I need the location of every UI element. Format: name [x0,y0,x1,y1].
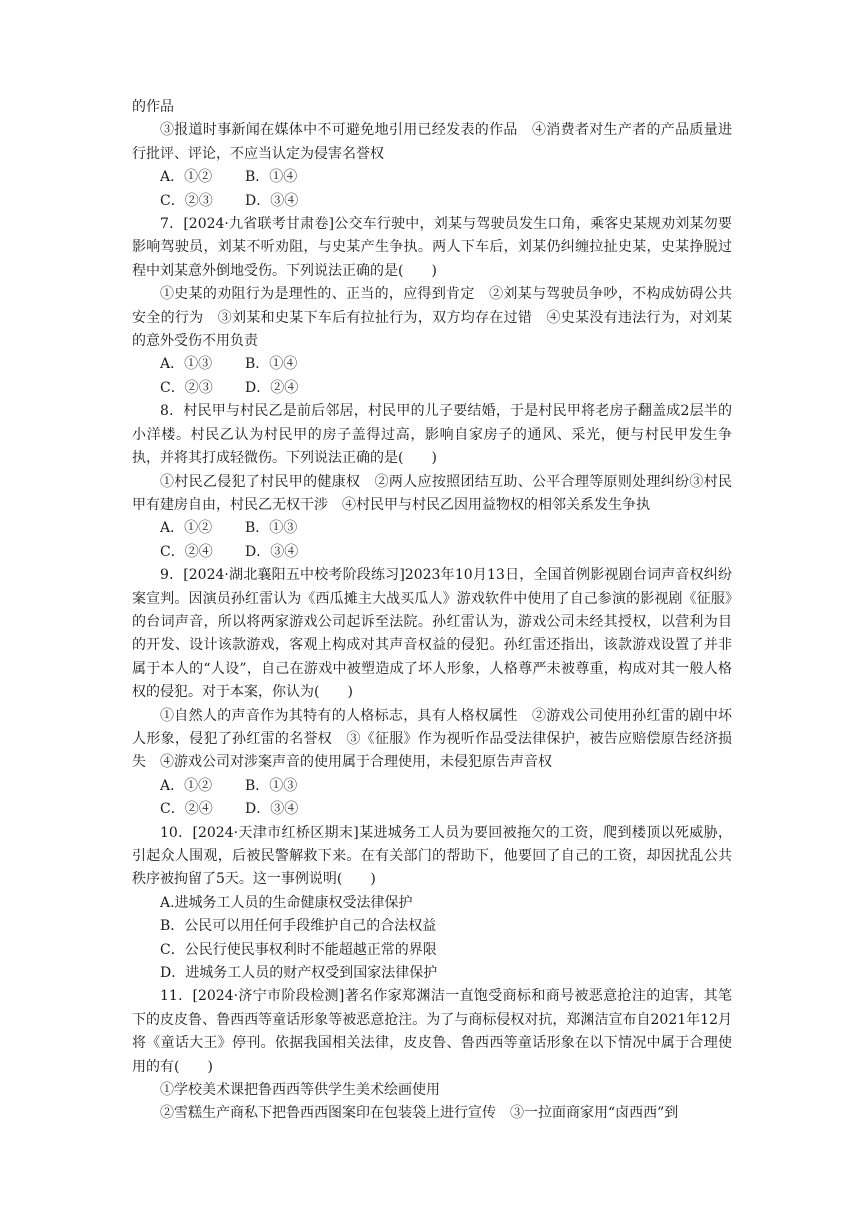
options-row [132,775,732,798]
question-11-item: ②雪糕生产商私下把鲁西西图案印在包装袋上进行宣传 ③一拉面商家用“卤西西”到 [160,1105,679,1122]
answer-d: D．进城务工人员的财产权受到国家法律保护 [160,965,438,982]
document-page [132,96,732,1126]
options-row [132,353,732,376]
option-c: C．②③ [160,379,213,396]
options-row [132,517,732,540]
question-11-item: ①学校美术课把鲁西西等供学生美术绘画使用 [160,1082,440,1099]
options-row [132,798,732,821]
option-a: A．①② [160,169,213,186]
option-b: B．①③ [245,777,298,794]
option-b: B．①③ [245,520,298,537]
answer-c: C．公民行使民事权利时不能超越正常的界限 [160,941,437,958]
option-b: B．①④ [245,356,298,373]
question-7-items: ①史某的劝阻行为是理性的、正当的，应得到肯定 ②刘某与驾驶员争吵，不构成妨碍公共安全的行为 ③刘某和史某下车后有拉扯行为，双方均存在过错 ④史某没有违法行为，对刘某的意外受伤不用负责 [132,286,732,350]
question-9-stem: 9．[2024·湖北襄阳五中校考阶段练习]2023年10月13日，全国首例影视剧台词声音权纠纷案宣判。因演员孙红雷认为《西瓜摊主大战买瓜人》游戏软件中使用了自己参演的影视剧《征服》的台词声音，所以将两家游戏公司起诉至法院。孙红雷认为，游戏公司未经其授权，以营利为目的开发、设计该款游戏，客观上构成对其声音权益的侵犯。孙红雷还指出，该款游戏设置了并非属于本人的“人设”，自己在游戏中被塑造成了坏人形象，人格尊严未被尊重，构成对其一般人格权的侵犯。对于本案，你认为( ) [132,567,732,701]
question-8-items: ①村民乙侵犯了村民甲的健康权 ②两人应按照团结互助、公平合理等原则处理纠纷③村民甲有建房自由，村民乙无权干涉 ④村民甲与村民乙因用益物权的相邻关系发生争执 [132,473,732,513]
question-11-stem: 11．[2024·济宁市阶段检测]著名作家郑渊洁一直饱受商标和商号被恶意抢注的迫害，其笔下的皮皮鲁、鲁西西等童话形象等被恶意抢注。为了与商标侵权对抗，郑渊洁宣布自2021年12月将《童话大王》停刊。依据我国相关法律，皮皮鲁、鲁西西等童话形象在以下情况中属于合理使用的有( ) [132,988,732,1075]
option-c: C．②③ [160,192,213,209]
text-line: ③报道时事新闻在媒体中不可避免地引用已经发表的作品 ④消费者对生产者的产品质量进行批评、评论，不应当认定为侵害名誉权 [132,122,732,162]
option-d: D．③④ [245,801,299,818]
options-row [132,166,732,189]
question-8-stem: 8．村民甲与村民乙是前后邻居，村民甲的儿子要结婚，于是村民甲将老房子翻盖成2层半的小洋楼。村民乙认为村民甲的房子盖得过高，影响自家房子的通风、采光，便与村民甲发生争执，并将其打成轻微伤。下列说法正确的是( ) [132,403,732,467]
option-d: D．②④ [245,379,299,396]
option-c: C．②④ [160,801,213,818]
option-d: D．③④ [245,192,299,209]
question-9-items: ①自然人的声音作为其特有的人格标志，具有人格权属性 ②游戏公司使用孙红雷的剧中坏人形象，侵犯了孙红雷的名誉权 ③《征服》作为视听作品受法律保护，被告应赔偿原告经济损失 ④游戏公司对涉案声音的使用属于合理使用，未侵犯原告声音权 [132,707,732,771]
option-d: D．③④ [245,543,299,560]
question-7-stem: 7．[2024·九省联考甘肃卷]公交车行驶中，刘某与驾驶员发生口角，乘客史某规劝刘某勿要影响驾驶员，刘某不听劝阻，与史某产生争执。两人下车后，刘某仍纠缠拉扯史某，史某挣脱过程中刘某意外倒地受伤。下列说法正确的是( ) [132,216,732,279]
option-c: C．②④ [160,543,213,560]
option-a: A．①③ [160,356,213,373]
answer-b: B．公民可以用任何手段维护自己的合法权益 [160,918,437,935]
answer-a: A.进城务工人员的生命健康权受法律保护 [160,894,413,911]
option-b: B．①④ [245,169,298,186]
option-a: A．①② [160,777,213,794]
options-row [132,541,732,564]
options-row [132,377,732,400]
text-line: 的作品 [132,99,174,115]
question-10-stem: 10．[2024·天津市红桥区期末]某进城务工人员为要回被拖欠的工资，爬到楼顶以死威胁，引起众人围观，后被民警解救下来。在有关部门的帮助下，他要回了自己的工资，却因扰乱公共秩序被拘留了5天。这一事例说明( ) [132,824,732,888]
option-a: A．①② [160,520,213,537]
options-row [132,190,732,213]
